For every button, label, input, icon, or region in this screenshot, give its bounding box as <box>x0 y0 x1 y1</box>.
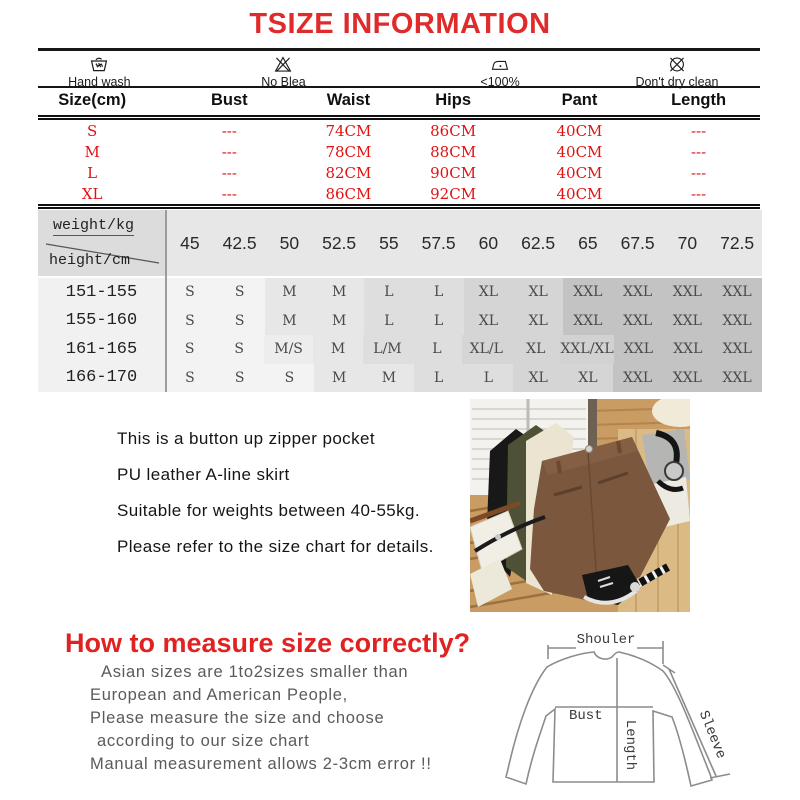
care-item-no-bleach <box>161 51 406 89</box>
size-table-cell: 90CM <box>430 163 477 182</box>
fit-matrix-cell: XXL <box>712 278 762 307</box>
weight-column-header: 62.5 <box>521 232 556 253</box>
fit-matrix-cell: M <box>314 364 364 393</box>
description-line: This is a button up zipper pocket <box>117 429 375 448</box>
size-table-cell: L <box>87 163 98 182</box>
fit-matrix-cell: M <box>314 278 364 307</box>
fit-matrix-cell: M <box>265 307 315 336</box>
fit-matrix-cell: XL <box>513 307 563 336</box>
fit-matrix-cell: XL <box>464 307 514 336</box>
fit-matrix-cell: XL <box>563 364 613 393</box>
fit-matrix-cell: XXL <box>712 307 762 336</box>
size-table-header <box>38 86 760 115</box>
size-table-cell: 88CM <box>430 142 477 161</box>
weight-column-header: 70 <box>677 232 698 253</box>
measure-line: European and American People, <box>90 686 348 704</box>
fit-matrix-cell: S <box>165 335 214 364</box>
fit-matrix-cell: XL <box>513 364 563 393</box>
fit-matrix-cell: M/S <box>264 335 313 364</box>
size-table <box>38 86 760 209</box>
fit-matrix-row <box>38 307 762 336</box>
description-line: Please refer to the size chart for details. <box>117 537 434 556</box>
fit-matrix-cells <box>165 335 762 364</box>
size-table-cell: --- <box>690 163 707 182</box>
hand-wash-icon <box>87 54 111 75</box>
iron-max-100-icon <box>488 54 512 75</box>
size-table-cell: --- <box>690 184 707 203</box>
fit-matrix-cell: L <box>364 307 414 336</box>
weight-column-header: 42.5 <box>222 232 257 253</box>
fit-matrix-cell: XXL <box>663 307 713 336</box>
size-table-cell: 78CM <box>325 142 372 161</box>
care-label: <100% <box>480 75 520 89</box>
fit-matrix-cell: L <box>412 335 461 364</box>
size-table-header-cell: Waist <box>326 91 371 109</box>
size-table-header-cell: Bust <box>210 91 248 109</box>
size-table-cell: 40CM <box>556 121 603 140</box>
fit-matrix-cell: XXL <box>663 364 713 393</box>
fit-matrix-cell: XXL <box>613 278 663 307</box>
height-row-label: 161-165 <box>38 335 165 364</box>
fit-matrix <box>38 210 762 392</box>
weight-column-header: 52.5 <box>322 232 357 253</box>
matrix-divider-line <box>165 210 167 392</box>
fit-matrix-cell: M <box>314 307 364 336</box>
size-table-body <box>38 120 760 204</box>
fit-matrix-cell: L <box>414 307 464 336</box>
measure-diagram <box>502 614 798 800</box>
fit-matrix-cell: M <box>313 335 362 364</box>
no-bleach-icon <box>271 54 295 75</box>
fit-matrix-cell: M <box>265 278 315 307</box>
care-symbols-row <box>38 48 760 88</box>
weight-column-header: 65 <box>578 232 598 253</box>
weight-column-header: 45 <box>180 232 200 253</box>
fit-matrix-cells <box>165 307 762 336</box>
measure-paragraph <box>90 664 480 779</box>
size-table-cell: 86CM <box>325 184 372 203</box>
size-table-cell: XL <box>81 184 103 203</box>
fit-matrix-cell: L <box>364 278 414 307</box>
fit-matrix-cells <box>165 278 762 307</box>
fit-matrix-row <box>38 278 762 307</box>
fit-matrix-cell: XXL <box>563 307 613 336</box>
diagram-length-label: Length <box>622 719 638 771</box>
fit-matrix-cell: S <box>215 307 265 336</box>
fit-matrix-weights <box>165 210 762 276</box>
corner-label-height: height/cm <box>49 252 131 269</box>
page-title: TSIZE INFORMATION <box>249 8 551 40</box>
fit-matrix-cell: XL <box>513 278 563 307</box>
measure-heading: How to measure size correctly? <box>65 628 471 658</box>
fit-matrix-cell: XXL <box>613 364 663 393</box>
fit-matrix-body <box>38 278 762 392</box>
fit-matrix-cells <box>165 364 762 393</box>
size-table-cell: 82CM <box>325 163 372 182</box>
size-table-header-cell: Length <box>671 91 727 109</box>
size-table-header-cell: Size(cm) <box>58 91 127 109</box>
corner-label-weight: weight/kg <box>53 217 135 234</box>
height-row-label: 166-170 <box>38 364 165 393</box>
fit-matrix-cell: XL <box>464 278 514 307</box>
measure-line: Please measure the size and choose <box>90 709 385 727</box>
diagram-sleeve-label: Sleeve <box>694 708 729 762</box>
fit-matrix-cell: XXL <box>614 335 663 364</box>
weight-column-header: 72.5 <box>720 232 755 253</box>
fit-matrix-cell: XXL/XL <box>560 335 613 364</box>
size-table-cell: --- <box>690 121 707 140</box>
size-table-cell: --- <box>690 142 707 161</box>
size-table-cell: 86CM <box>430 121 477 140</box>
description-line: Suitable for weights between 40-55kg. <box>117 501 421 520</box>
fit-matrix-corner-cell <box>38 210 165 276</box>
fit-matrix-cell: XXL <box>663 335 712 364</box>
care-item-iron <box>406 51 594 89</box>
weight-column-header: 67.5 <box>620 232 655 253</box>
care-item-hand-wash <box>38 51 161 89</box>
size-table-row <box>38 141 760 162</box>
description-line: PU leather A-line skirt <box>117 465 290 484</box>
size-table-cell: --- <box>221 121 237 140</box>
diagram-bust-label: Bust <box>569 708 603 724</box>
size-table-row <box>38 120 760 141</box>
fit-matrix-cell: L <box>414 364 464 393</box>
fit-matrix-cell: S <box>215 364 265 393</box>
fit-matrix-cell: S <box>265 364 315 393</box>
measure-line: Manual measurement allows 2-3cm error !! <box>90 755 432 773</box>
care-label: Hand wash <box>68 75 131 89</box>
size-table-cell: M <box>84 142 100 161</box>
height-row-label: 155-160 <box>38 307 165 336</box>
size-table-cell: 74CM <box>325 121 372 140</box>
fit-matrix-cell: S <box>165 307 215 336</box>
height-row-label: 151-155 <box>38 278 165 307</box>
fit-matrix-cell: XXL <box>563 278 613 307</box>
size-table-cell: 40CM <box>556 142 603 161</box>
double-rule <box>38 204 760 209</box>
fit-matrix-cell: M <box>364 364 414 393</box>
no-dry-clean-icon <box>665 54 689 75</box>
product-description <box>117 430 434 574</box>
fit-matrix-cell: L <box>414 278 464 307</box>
size-table-cell: S <box>87 121 98 140</box>
fit-matrix-cell: XXL <box>712 364 762 393</box>
size-table-row <box>38 183 760 204</box>
size-table-cell: --- <box>221 163 237 182</box>
fit-matrix-cell: XL <box>511 335 560 364</box>
fit-matrix-cell: L <box>464 364 514 393</box>
fit-matrix-cell: XL/L <box>462 335 511 364</box>
fit-matrix-cell: S <box>165 364 215 393</box>
size-table-cell: --- <box>221 184 237 203</box>
fit-matrix-header <box>38 210 762 276</box>
size-table-cell: 92CM <box>430 184 477 203</box>
fit-matrix-row <box>38 335 762 364</box>
measure-line: Asian sizes are 1to2sizes smaller than <box>101 663 409 681</box>
fit-matrix-cell: S <box>215 278 265 307</box>
fit-matrix-cell: S <box>165 278 215 307</box>
care-item-no-dry-clean <box>594 51 760 89</box>
measure-line: according to our size chart <box>97 732 310 750</box>
fit-matrix-cell: XXL <box>663 278 713 307</box>
size-table-cell: 40CM <box>556 184 603 203</box>
fit-matrix-cell: L/M <box>363 335 412 364</box>
fit-matrix-row <box>38 364 762 393</box>
size-table-row <box>38 162 760 183</box>
size-table-cell: 40CM <box>556 163 603 182</box>
fit-matrix-cell: XXL <box>713 335 762 364</box>
size-table-header-cell: Pant <box>561 91 598 109</box>
weight-column-header: 50 <box>279 232 300 253</box>
fit-matrix-cell: XXL <box>613 307 663 336</box>
care-label: Don't dry clean <box>635 75 719 89</box>
diagram-shoulder-label: Shouler <box>576 632 636 648</box>
weight-column-header: 57.5 <box>421 232 456 253</box>
fit-matrix-cell: S <box>214 335 263 364</box>
size-table-cell: --- <box>221 142 237 161</box>
weight-column-header: 55 <box>379 232 399 253</box>
product-photo <box>470 399 690 612</box>
weight-column-header: 60 <box>478 232 499 253</box>
care-label: No Blea <box>261 75 306 89</box>
size-table-header-cell: Hips <box>435 91 471 109</box>
